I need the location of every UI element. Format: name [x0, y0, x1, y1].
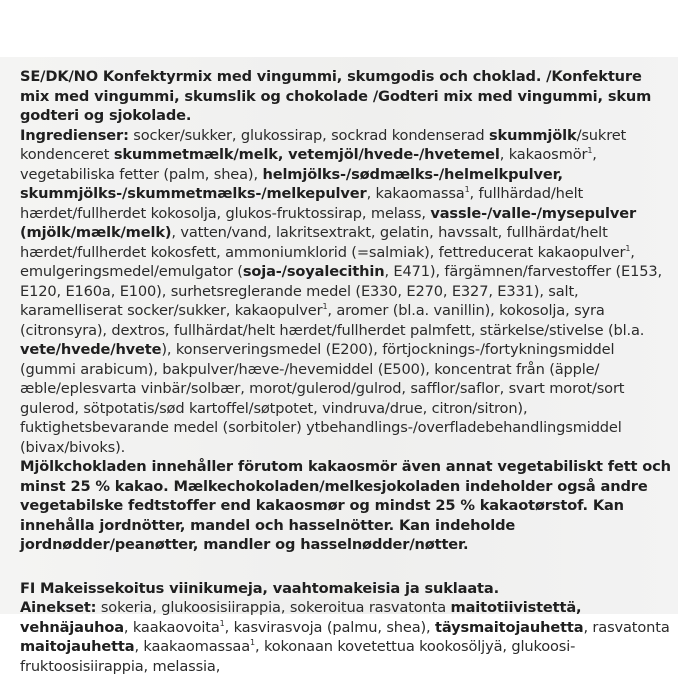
- section-gap: [20, 555, 672, 579]
- sv-ingredients-label: Ingredienser:: [20, 126, 129, 144]
- sv-title: SE/DK/NO Konfektyrmix med vingummi, skumgodis och choklad. /Konfekture mix med vingummi, skumslik og chokolade /Godteri mix med vingummi, skum godteri og sjokolade.: [20, 68, 652, 124]
- fi-ingredients-label: Ainekset:: [20, 599, 97, 616]
- label-text: [20, 67, 672, 676]
- sv-ingredients: Ingredienser: socker/sukker, glukossirap, sockrad kondenserad skummjölk/sukret kondenceret skummetmælk/melk, vetemjöl/hvede-/hvetemel, kakaosmör$^1$, vegetabiliska fetter (palm, shea), helmjölks-/sødmælks-/helmelkpulver, skummjölks-/skummetmælks-/melkepulver, kakaomassa$^1$, fullhärdad/helt hærdet/fullherdet kokosolja, glukos-fruktossirap, melass, vassle-/valle-/mysepulver (mjölk/mælk/melk), vatten/vand, lakritsextrakt, gelatin, havssalt, fullhärdat/helt hærdet/fullherdet kokosfett, ammoniumklorid (=salmiak), fettreducerat kakaopulver$^1$, emulgeringsmedel/emulgator (soja-/soyalecithin, E471), färgämnen/farvestoffer (E153, E120, E160a, E100), surhetsreglerande medel (E330, E270, E327, E331), salt, karamelliserat socker/sukker, kakaopulver$^1$, aromer (bl.a. vanillin), kokosolja, syra (citronsyra), dextros, fullhärdat/helt hærdet/fullherdet palmfett, stärkelse/stivelse (bl.a. vete/hvede/hvete), konserveringsmedel (E200), förtjocknings-/fortykningsmiddel (gummi arabicum), bakpulver/hæve-/hevemiddel (E500), koncentrat från (äpple/æble/eplesvarta vinbär/solbær, morot/gulerod/gulrod, safflor/saflor, svart morot/sort gulerod, sötpotatis/sød kartoffel/søtpotet, vindruva/drue, citron/sitron), fuktighetsbevarande medel (sorbitoler) ytbehandlings-/overfladebehandlingsmiddel (bivax/bivoks).: [20, 126, 662, 456]
- fi-title: FI Makeissekoitus viinikumeja, vaahtomakeisia ja suklaata.: [20, 579, 499, 597]
- fi-ingredients: Ainekset: sokeria, glukoosisiirappia, sokeroitua rasvatonta maitotiivistettä, vehnäjauhoa, kaakaovoita$^1$, kasvirasvoja (palmu, shea), täysmaitojauhetta, rasvatonta maitojauhetta, kaakaomassaa$^1$, kokonaan kovetettua kookosöljyä, glukoosi-fruktoosisiirappia, melassia,: [20, 599, 670, 675]
- sv-allergen-note: Mjölkchokladen innehåller förutom kakaosmör även annat vegetabiliskt fett och minst 25 % kakao. Mælkechokoladen/melkesjokoladen indeholder også andre vegetabilske fedtstoffer end kakaosmør og mindst 25 % kakaotørstof. Kan innehålla jordnötter, mandel och hasselnötter. Kan indeholde jordnødder/peanøtter, mandler og hasselnødder/nøtter.: [20, 458, 671, 553]
- ingredient-label: [0, 57, 678, 675]
